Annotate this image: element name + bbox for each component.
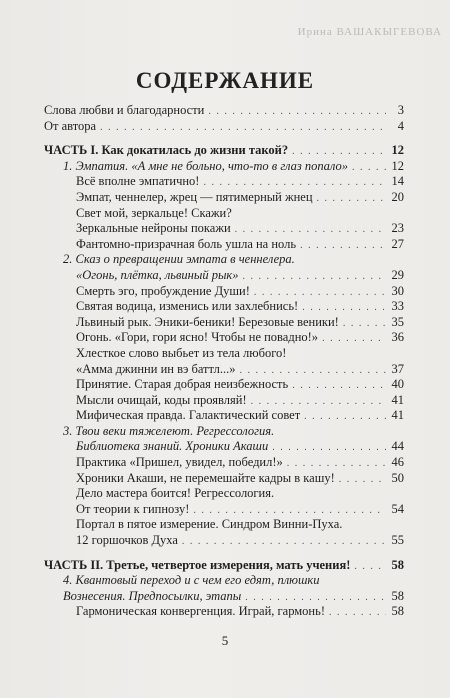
toc-entry (44, 502, 404, 518)
toc-entry-title: Слова любви и благодарности (44, 103, 205, 117)
table-of-contents (44, 103, 404, 620)
toc-entry-title: Свет мой, зеркальце! Скажи? (76, 205, 232, 220)
toc-entry-page: 50 (391, 470, 404, 485)
leader-dots (251, 394, 386, 410)
leader-dots (245, 590, 386, 606)
page-title: СОДЕРЖАНИЕ (135, 68, 315, 93)
toc-entry-title: Фантомно-призрачная боль ушла на ноль (76, 236, 297, 251)
toc-entry (44, 362, 404, 378)
leader-dots (193, 503, 386, 519)
leader-dots (182, 534, 386, 550)
leader-dots (352, 160, 386, 176)
toc-entry-page: 41 (391, 392, 404, 407)
toc-chapter (44, 439, 404, 455)
bleed-through-header: Ирина ВАШАКЫГЕВОВА (297, 26, 442, 38)
toc-entry-title: Хроники Акаши, не перемешайте кадры в кашу! (76, 470, 335, 485)
toc-entry (44, 174, 404, 190)
toc-entry-page: 14 (391, 174, 404, 189)
toc-entry-title: Гармоническая конвергенция. Играй, гармонь! (76, 604, 325, 619)
toc-entry-title: Библиотека знаний. Хроники Акаши (76, 439, 269, 454)
leader-dots (354, 559, 386, 575)
toc-entry (44, 517, 404, 533)
toc-entry-page: 12 (391, 143, 404, 158)
toc-entry-page: 37 (391, 361, 404, 376)
toc-entry-title: Смерть эго, пробуждение Души! (76, 283, 250, 298)
toc-entry-title: 12 горшочков Духа (76, 533, 178, 548)
leader-dots (339, 472, 386, 488)
toc-entry-page: 40 (391, 377, 404, 392)
leader-dots (292, 378, 386, 394)
toc-entry-page: 44 (391, 439, 404, 454)
toc-entry-page: 20 (391, 189, 404, 204)
toc-entry-title: Принятие. Старая добрая неизбежность (76, 377, 289, 392)
toc-entry (44, 346, 404, 362)
toc-entry (44, 486, 404, 502)
toc-entry-title: От теории к гипнозу! (76, 501, 190, 516)
toc-entry (44, 604, 404, 620)
toc-entry-page: 58 (391, 588, 404, 603)
toc-entry (44, 237, 404, 253)
leader-dots (304, 409, 386, 425)
toc-entry (44, 103, 404, 119)
toc-entry (44, 190, 404, 206)
toc-entry-page: 41 (391, 408, 404, 423)
toc-entry-page: 3 (397, 103, 404, 117)
toc-entry-title: Святая водица, изменись или захлебнись! (76, 299, 299, 314)
leader-dots (302, 300, 386, 316)
toc-entry-page: 35 (391, 314, 404, 329)
toc-part-heading (44, 143, 404, 159)
leader-dots (254, 285, 386, 301)
toc-entry-page: 36 (391, 330, 404, 345)
leader-dots (300, 238, 386, 254)
toc-entry (44, 455, 404, 471)
toc-entry (44, 533, 404, 549)
leader-dots (240, 363, 386, 379)
toc-entry-title: Огонь. «Гори, гори ясно! Чтобы не повадно!» (76, 330, 319, 345)
toc-entry-title: «Амма джинни ин вэ баттл...» (76, 361, 236, 376)
toc-entry-page: 58 (391, 604, 404, 619)
toc-entry (44, 206, 404, 222)
toc-entry-page: 33 (391, 299, 404, 314)
toc-chapter (44, 424, 404, 440)
toc-entry (44, 408, 404, 424)
page-number: 5 (221, 633, 229, 648)
toc-entry-page: 30 (391, 283, 404, 298)
leader-dots (100, 120, 386, 136)
leader-dots (322, 331, 386, 347)
toc-entry-title: Дело мастера боится! Регрессология. (76, 486, 275, 501)
toc-chapter (44, 573, 404, 589)
toc-entry-page: 12 (391, 158, 404, 173)
toc-chapter (44, 159, 404, 175)
toc-entry-title: Мысли очищай, коды проявляй! (76, 392, 247, 407)
toc-entry (44, 471, 404, 487)
leader-dots (292, 144, 386, 160)
toc-entry-page: 46 (391, 455, 404, 470)
leader-dots (235, 222, 386, 238)
toc-entry-title: ЧАСТЬ I. Как докатилась до жизни такой? (44, 143, 289, 158)
toc-entry-page: 29 (391, 267, 404, 282)
toc-entry-title: 4. Квантовый переход и с чем его едят, плюшки (63, 573, 320, 588)
toc-entry-title: Практика «Пришел, увидел, победил!» (76, 455, 283, 470)
leader-dots (243, 269, 386, 285)
leader-dots (343, 316, 386, 332)
toc-entry-title: Мифическая правда. Галактический совет (76, 408, 301, 423)
toc-entry-title: «Огонь, плётка, львиный рык» (76, 267, 239, 282)
toc-entry (44, 299, 404, 315)
toc-entry-title: Эмпат, ченнелер, жрец — пятимерный жнец (76, 189, 313, 204)
leader-dots (287, 456, 386, 472)
toc-entry-title: Львиный рык. Эники-беники! Березовые веники! (76, 314, 339, 329)
toc-chapter (44, 589, 404, 605)
toc-entry (44, 284, 404, 300)
toc-entry (44, 119, 404, 135)
toc-part-heading (44, 558, 404, 574)
toc-entry-page: 27 (391, 236, 404, 251)
toc-entry-title: Зеркальные нейроны покажи (76, 221, 231, 236)
toc-entry-title: ЧАСТЬ II. Третье, четвертое измерения, мать учения! (44, 557, 351, 572)
leader-dots (272, 440, 386, 456)
toc-entry-title: Всё вполне эмпатично! (76, 174, 200, 189)
toc-entry-title: Портал в пятое измерение. Синдром Винни-Пуха. (76, 517, 343, 532)
toc-chapter (44, 252, 404, 268)
toc-entry-title: От автора (44, 118, 97, 133)
toc-entry (44, 315, 404, 331)
toc-entry-page: 23 (391, 221, 404, 236)
toc-entry-page: 54 (391, 501, 404, 516)
toc-entry-page: 55 (391, 533, 404, 548)
toc-entry-page: 58 (391, 557, 404, 572)
toc-entry (44, 393, 404, 409)
toc-chapter (44, 268, 404, 284)
toc-entry-title: 2. Сказ о превращении эмпата в ченнелера. (63, 252, 295, 267)
leader-dots (329, 605, 386, 621)
leader-dots (317, 191, 386, 207)
toc-entry-title: 1. Эмпатия. «А мне не больно, что-то в глаз попало» (63, 158, 348, 173)
toc-entry (44, 377, 404, 393)
toc-entry-title: Вознесения. Предпосылки, этапы (63, 588, 242, 603)
leader-dots (203, 175, 386, 191)
toc-entry (44, 330, 404, 346)
toc-entry (44, 221, 404, 237)
toc-entry-title: Хлесткое слово выбьет из тела любого! (76, 345, 287, 360)
toc-entry-title: 3. Твои веки тяжелеют. Регрессология. (63, 423, 275, 438)
leader-dots (208, 104, 386, 120)
toc-entry-page: 4 (397, 118, 404, 133)
